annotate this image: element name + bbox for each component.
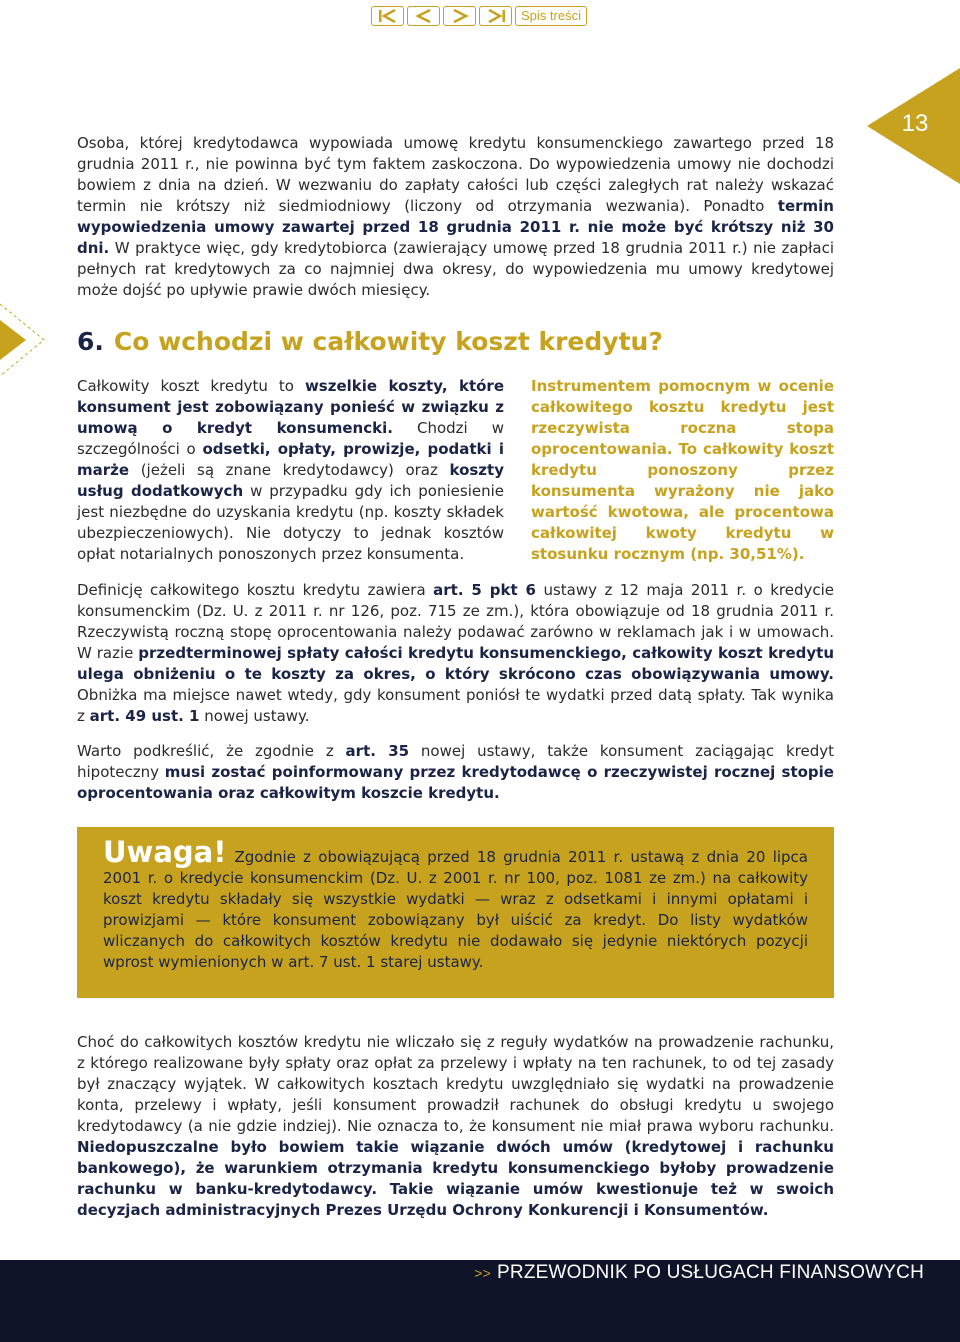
paragraph-text: Warto podkreślić, że zgodnie z [77,742,346,760]
section-number: 6. [77,327,104,356]
last-page-button[interactable] [479,6,512,26]
paragraph-text: Obniżka ma miejsce nawet wtedy, gdy konsument poniósł te wydatki przed datą spłaty. Tak wynika z [77,686,834,725]
emphasized-text: art. 35 [345,742,410,760]
paragraph-text: Całkowity koszt kredytu to [77,377,305,395]
emphasized-text: art. 5 pkt 6 [433,581,536,599]
section-title: Co wchodzi w całkowity koszt kredytu? [113,327,663,356]
footer-arrows: >> [474,1265,492,1281]
paragraph-text: (jeżeli są znane kredytodawcy) oraz [129,461,450,479]
page-navigation [371,6,587,26]
footer-guide-title: PRZEWODNIK PO USŁUGACH FINANSOWYCH [497,1262,924,1283]
paragraph-text: Osoba, której kredytodawca wypowiada umowę kredytu konsumenckiego zawartego przed 18 grudnia 2011 r., nie powinna być tym faktem zaskoczona. Do wypowiedzenia umowy nie dochodzi bowiem z dnia na dzień. W wezwaniu do zapłaty całości lub części zaległych rat należy wskazać termin nie krótszy niż siedmiodniowy (liczony od otrzymania wezwania). Ponadto [77,134,834,215]
next-page-button[interactable] [443,6,476,26]
paragraph-text: Choć do całkowitych kosztów kredytu nie wliczało się z reguły wydatków na prowadzenie rachunku, z którego realizowane były spłaty oraz opłat za przelewy i wpłaty na ten rachunek, to od tej zasady był znaczący wyjątek. W całkowitych kosztach kredytu uwzględniało się wydatki na prowadzenie konta, przelewy i wpłaty, jeśli konsument prowadził rachunek do obsługi kredytu u swojego kredytodawcy (a nie gdzie indziej). Nie oznacza to, że konsument nie miał prawa wyboru rachunku. [77,1033,834,1135]
emphasized-text: wszelkie koszty, które konsument jest zobowiązany ponieść w związku z umową o kredyt konsumencki. [77,377,504,437]
emphasized-text: koszty usług dodatkowych [77,461,504,500]
table-of-contents-link[interactable]: Spis treści [515,6,587,26]
last-page-icon [484,9,508,23]
emphasized-text: musi zostać poinformowany przez kredytodawcę o rzeczywistej rocznej stopie oprocentowania oraz całkowitym koszcie kredytu. [77,763,834,802]
warning-box [77,827,834,998]
paragraph-text: w przypadku gdy ich poniesienie jest niezbędne do uzyskania kredytu (np. koszty składek ubezpieczeniowych). Nie dotyczy to jednak kosztów opłat notarialnych ponoszonych przez konsumenta. [77,482,505,563]
emphasized-text: art. 49 ust. 1 [89,707,200,725]
prev-page-button[interactable] [407,6,440,26]
warning-title: Uwaga! [103,835,227,869]
warning-text: Zgodnie z obowiązującą przed 18 grudnia 2011 r. ustawą z dnia 20 lipca 2001 r. o kredycie konsumenckim (Dz. U. z 2001 r. nr 100, poz. 1081 ze zm.) na całkowity koszt kredytu składały się wszystkie wydatki — wraz z odsetkami i innymi opłatami i prowizjami — które konsument zobowiązany był uiścić za kredyt. Do listy wydatków wliczanych do całkowitych kosztów kredytu nie dodawało się jedynie niektórych pozycji wprost wymienionych w art. 7 ust. 1 starej ustawy. [103,848,808,971]
first-page-button[interactable] [371,6,404,26]
paragraph-text: ustawy z 12 maja 2011 r. o kredycie konsumenckim (Dz. U. z 2011 r. nr 126, poz. 715 ze zm.), która obowiązuje od 18 grudnia 2011 r. Rzeczywistą roczną stopę oprocentowania należy podawać zarówno w reklamach jak i w umowach. W razie [77,581,834,662]
paragraph-text: W praktyce więc, gdy kredytobiorca (zawierający umowę przed 18 grudnia 2011 r.) nie zapłaci pełnych rat kredytowych za co najmniej dwa okresy, do wypowiedzenia mu umowy kredytowej może dojść po upływie prawie dwóch miesięcy. [77,239,834,299]
footer-title [474,1262,924,1284]
paragraph-account-costs [77,1032,834,1221]
prev-page-icon [412,9,436,23]
section-heading [77,327,663,356]
paragraph-legal-basis [77,580,834,727]
paragraph-text: Chodzi w szczególności o [77,419,504,458]
decorative-arrow-icon [0,290,52,390]
total-cost-definition [77,376,504,565]
rrso-highlight: Instrumentem pomocnym w ocenie całkowitego kosztu kredytu jest rzeczywista roczna stopa oprocentowania. To całkowity koszt kredytu ponoszony przez konsumenta wyrażony nie jako wartość kwotowa, ale procentowa całkowitej kwoty kredytu w stosunku rocznym (np. 30,51%). [531,377,834,563]
paragraph-text: nowej ustawy. [199,707,310,725]
first-page-icon [376,9,400,23]
emphasized-text: odsetki, opłaty, prowizje, podatki i marże [77,440,504,479]
next-page-icon [448,9,472,23]
paragraph-text: nowej ustawy, także konsument zaciągając kredyt hipoteczny [77,742,834,781]
paragraph-notice-period [77,133,834,301]
paragraph-mortgage [77,741,834,804]
page-number: 13 [901,110,929,137]
emphasized-text: przedterminowej spłaty całości kredytu konsumenckiego, całkowity koszt kredytu ulega obniżeniu o te koszty za okres, o który skrócono czas obowiązywania umowy. [77,644,834,683]
paragraph-text: Definicję całkowitego kosztu kredytu zawiera [77,581,434,599]
emphasized-text: termin wypowiedzenia umowy zawartej przed 18 grudnia 2011 r. nie może być krótszy niż 30 dni. [77,197,834,257]
emphasized-text: Niedopuszczalne było bowiem takie wiązanie dwóch umów (kredytowej i rachunku bankowego), że warunkiem otrzymania kredytu konsumenckiego byłoby prowadzenie rachunku w banku-kredytodawcy. Takie wiązanie umów kwestionuje też w swoich decyzjach administracyjnych Prezes Urzędu Ochrony Konkurencji i Konsumentów. [77,1138,834,1219]
